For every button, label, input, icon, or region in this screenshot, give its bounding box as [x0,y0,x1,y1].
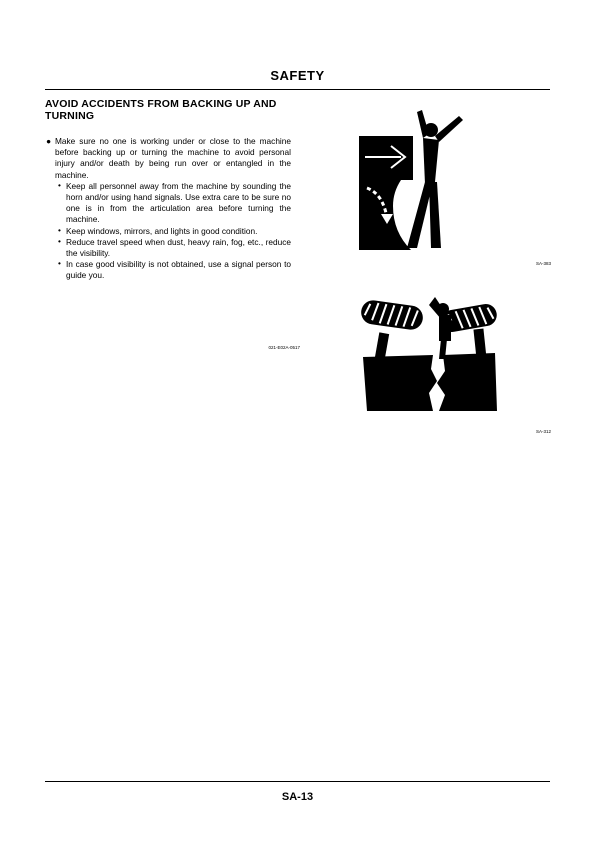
sub-item [45,226,291,237]
person-caught-in-articulation-icon [361,293,497,411]
sub-item-text: Keep all personnel away from the machine by sounding the horn and/or using hand signals. Use extra care to be sure no one is in from the articulation area before turning the machine. [66,180,291,225]
section-body [45,136,291,282]
sub-bullet-icon: • [58,258,61,269]
figure-code: SA-312 [535,429,551,434]
sub-item-text: Keep windows, mirrors, and lights in good condition. [66,225,258,236]
section-ref-code: 021-E02A-0517 [268,345,300,350]
section-title: AVOID ACCIDENTS FROM BACKING UP AND TURNING [45,98,277,122]
sub-bullet-icon: • [58,179,61,190]
page-header-title: SAFETY [270,68,325,83]
sub-item-text: In case good visibility is not obtained, use a signal person to guide you. [66,259,291,281]
header-rule [45,89,550,90]
page-number: SA-13 [281,791,314,803]
person-struck-by-reversing-machine-icon [359,102,483,250]
sub-item [45,181,291,226]
sub-item [45,237,291,259]
sub-bullet-icon: • [58,224,61,235]
figure-code: SA-383 [535,261,551,266]
main-bullet [45,136,291,181]
sub-item-text: Reduce travel speed when dust, heavy rain, fog, etc., reduce the visibility. [66,236,291,259]
footer-rule [45,781,550,782]
main-bullet-text: Make sure no one is working under or close to the machine before backing up or turning the machine to avoid personal injury and/or death by being run over or entangled in the machine. [55,136,291,180]
sub-bullet-icon: • [58,235,61,246]
sub-item [45,259,291,281]
bullet-dot-icon: ● [46,136,52,146]
